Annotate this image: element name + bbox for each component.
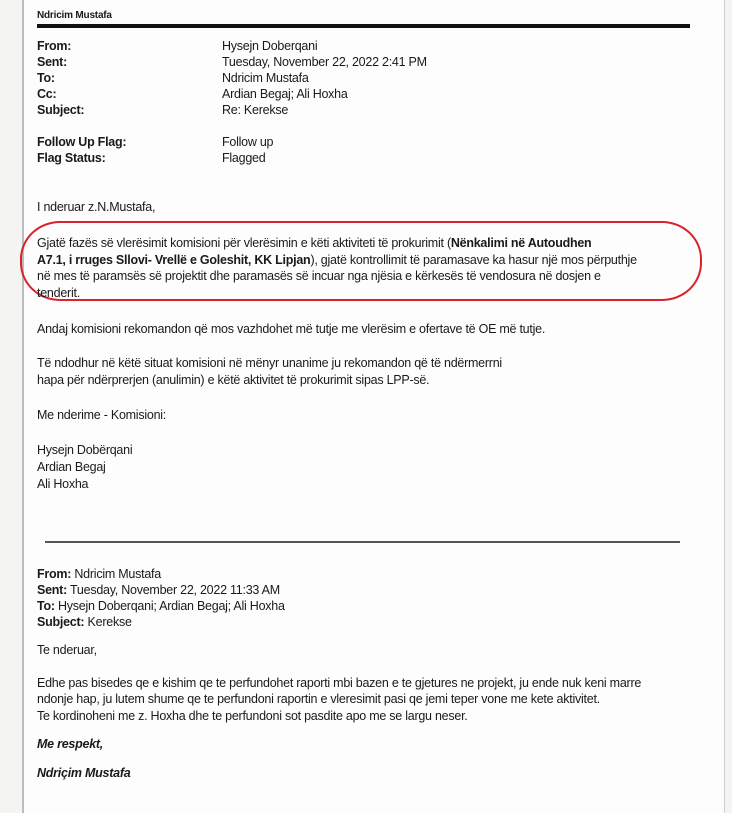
text: Gjatë fazës së vlerësimit komisioni për vlerësimin e këti aktiviteti të prokurimit (	[37, 236, 451, 250]
original-paragraph-2: Te kordinoheni me z. Hoxha dhe te perfundoni sot pasdite apo me se largu neser.	[37, 709, 468, 723]
to-value: Hysejn Doberqani; Ardian Begaj; Ali Hoxha	[54, 599, 285, 613]
header-divider	[37, 24, 690, 28]
original-paragraph-1-line-1: Edhe pas bisedes qe e kishim qe te perfundohet raporti mbi bazen e te gjetures ne projekt, ju ende nuk keni marre	[37, 676, 642, 690]
project-name-bold: Nënkalimi në Autoudhen	[450, 236, 592, 250]
original-paragraph-1-line-2: ndonje hap, ju lutem shume qe te perfundoni raportin e vleresimit pasi qe jemi teper vone me kete aktivitet.	[37, 692, 600, 706]
reply-paragraph-3-line-2: hapa për ndërprerjen (anulimin) e këtë aktivitet të prokurimit sipas LPP-së.	[37, 373, 430, 387]
original-sent	[37, 582, 280, 599]
text: ), gjatë kontrollimit të paramasave ka hasur një mos përputhje	[310, 253, 637, 267]
reply-paragraph-1-line-3: në mes të paramsës së projektit dhe paramasës së incuar nga njësia e kërkesës të vendosura në dosjen e	[37, 269, 601, 283]
subject-label: Subject:	[37, 615, 85, 629]
subject-value: Kerekse	[84, 615, 132, 629]
from-value: Hysejn Doberqani	[222, 39, 318, 53]
flag-status-value: Flagged	[222, 151, 266, 165]
subject-value: Re: Kerekse	[222, 103, 289, 117]
signatory: Ali Hoxha	[37, 477, 89, 491]
original-to	[37, 598, 285, 615]
original-from	[37, 566, 161, 583]
original-greeting: Te nderuar,	[37, 643, 97, 657]
project-name-bold: A7.1, i rruges Sllovi- Vrellë e Goleshit, KK Lipjan	[37, 253, 311, 267]
from-value: Ndricim Mustafa	[71, 567, 161, 581]
from-label: From:	[37, 567, 72, 581]
reply-closing: Me nderime - Komisioni:	[37, 408, 167, 422]
sent-value: Tuesday, November 22, 2022 11:33 AM	[67, 583, 280, 597]
to-label: To:	[37, 599, 55, 613]
sent-label: Sent:	[37, 583, 67, 597]
header-name: Ndricim Mustafa	[37, 10, 112, 21]
flag-status-label: Flag Status:	[37, 151, 106, 165]
sent-label: Sent:	[37, 55, 67, 69]
to-value: Ndricim Mustafa	[222, 71, 309, 85]
signatory: Ardian Begaj	[37, 460, 106, 474]
cc-label: Cc:	[37, 87, 57, 101]
reply-paragraph-3-line-1: Të ndodhur në këtë situat komisioni në mënyr unanime ju rekomandon që të ndërmerrni	[37, 356, 502, 370]
original-subject	[37, 614, 132, 631]
cc-value: Ardian Begaj; Ali Hoxha	[222, 87, 348, 101]
reply-paragraph-1-line-1	[37, 235, 591, 252]
reply-paragraph-2: Andaj komisioni rekomandon që mos vazhdohet më tutje me vlerësim e ofertave të OE më tutje.	[37, 322, 546, 336]
to-label: To:	[37, 71, 55, 85]
sent-value: Tuesday, November 22, 2022 2:41 PM	[222, 55, 427, 69]
reply-paragraph-1-line-2	[37, 252, 637, 269]
follow-up-flag-value: Follow up	[222, 135, 274, 149]
original-signature: Ndriçim Mustafa	[37, 766, 131, 780]
signatory: Hysejn Dobërqani	[37, 443, 133, 457]
from-label: From:	[37, 39, 72, 53]
reply-paragraph-1-line-4: tenderit.	[37, 286, 80, 300]
original-closing: Me respekt,	[37, 737, 104, 751]
message-divider	[45, 541, 680, 543]
subject-label: Subject:	[37, 103, 85, 117]
follow-up-flag-label: Follow Up Flag:	[37, 135, 127, 149]
reply-greeting: I nderuar z.N.Mustafa,	[37, 200, 156, 214]
